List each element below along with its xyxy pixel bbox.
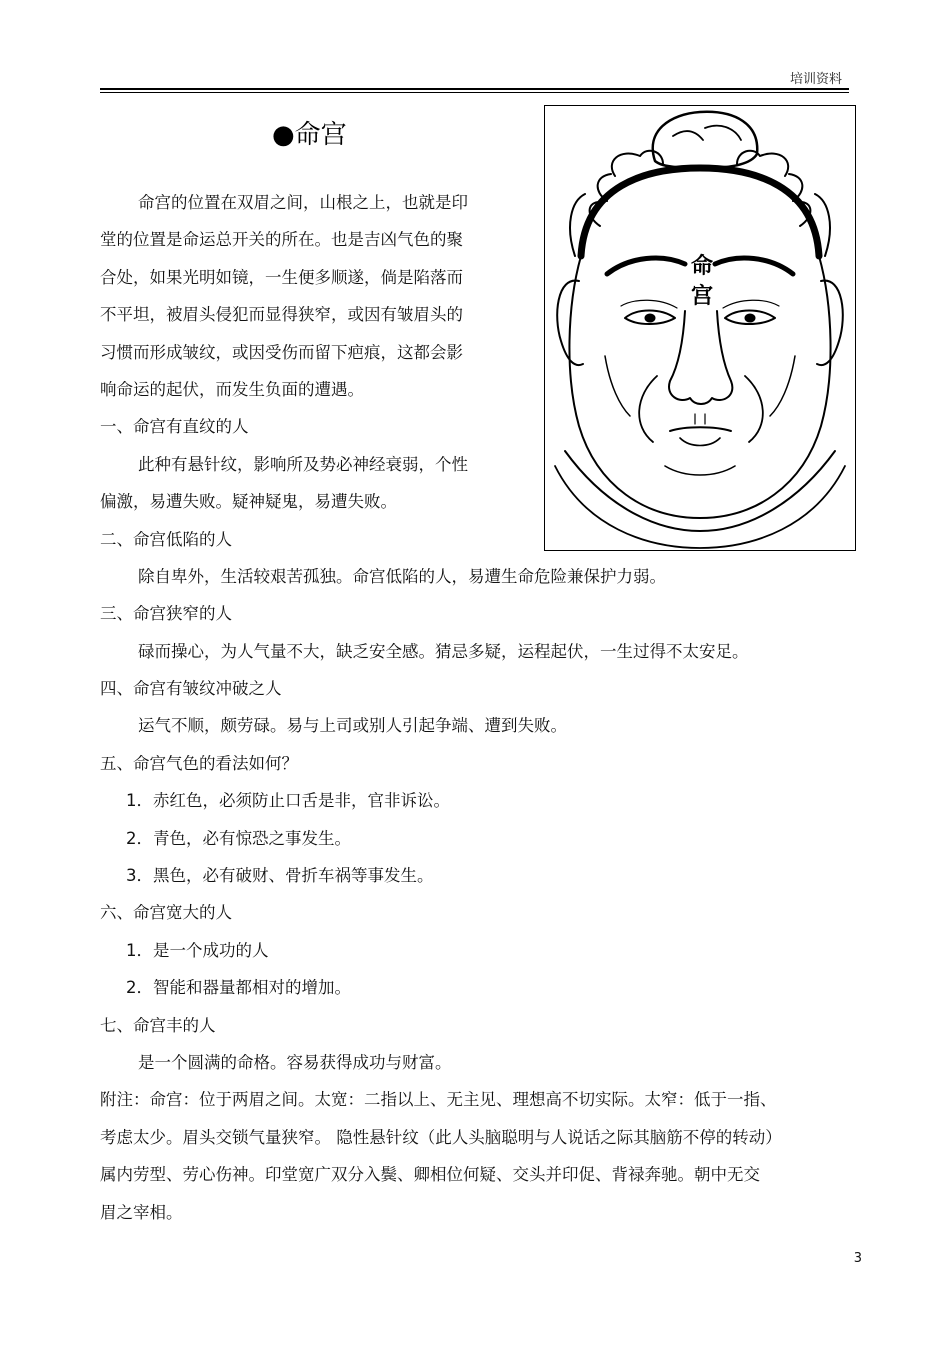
list-item: 1．赤红色，必须防止口舌是非，官非诉讼。 — [126, 791, 450, 811]
paragraph-line: 堂的位置是命运总开关的所在。也是吉凶气色的聚 — [100, 230, 463, 250]
section-heading-1: 一、命宫有直纹的人 — [100, 417, 249, 437]
paragraph-line: 此种有悬针纹，影响所及势必神经衰弱，个性 — [138, 454, 468, 474]
section-heading-6: 六、命宫宽大的人 — [100, 903, 232, 923]
paragraph-line: 碌而操心，为人气量不大，缺乏安全感。猜忌多疑，运程起伏，一生过得不太安足。 — [138, 641, 749, 661]
paragraph-line: 习惯而形成皱纹，或因受伤而留下疤痕，这都会影 — [100, 342, 463, 362]
section-heading-3: 三、命宫狭窄的人 — [100, 604, 232, 624]
note-line: 属内劳型、劳心伤神。印堂宽广双分入鬓、卿相位何疑、交头并印促、背禄奔驰。朝中无交 — [100, 1165, 760, 1185]
paragraph-line: 除自卑外，生活较艰苦孤独。命宫低陷的人，易遭生命危险兼保护力弱。 — [138, 566, 666, 586]
section-heading-7: 七、命宫丰的人 — [100, 1015, 216, 1035]
list-item: 1．是一个成功的人 — [126, 940, 269, 960]
page-number: 3 — [853, 1251, 862, 1266]
paragraph-line: 不平坦，被眉头侵犯而显得狭窄，或因有皱眉头的 — [100, 305, 463, 325]
list-item: 2．青色，必有惊恐之事发生。 — [126, 828, 351, 848]
paragraph-line: 偏激，易遭失败。疑神疑鬼，易遭失败。 — [100, 492, 397, 512]
body-text — [100, 184, 840, 1231]
section-heading-2: 二、命宫低陷的人 — [100, 529, 232, 549]
header-rule-thick — [100, 88, 849, 90]
figure-caption-top: 命 — [690, 253, 714, 279]
list-item: 3．黑色，必有破财、骨折车祸等事发生。 — [126, 866, 434, 886]
paragraph-line: 合处，如果光明如镜，一生便多顺遂，倘是陷落而 — [100, 267, 463, 287]
section-heading-4: 四、命宫有皱纹冲破之人 — [100, 679, 282, 699]
header-rule-thin — [100, 92, 849, 93]
paragraph-line: 命宫的位置在双眉之间，山根之上，也就是印 — [138, 193, 468, 212]
paragraph-line: 运气不顺，颇劳碌。易与上司或别人引起争端、遭到失败。 — [138, 716, 567, 736]
header-label: 培训资料 — [789, 72, 842, 87]
figure-caption-bottom: 宫 — [690, 283, 714, 309]
note-line: 考虑太少。眉头交锁气量狭窄。 隐性悬针纹（此人头脑聪明与人说话之际其脑筋不停的转动） — [100, 1127, 782, 1147]
note-line: 眉之宰相。 — [100, 1202, 183, 1222]
note-line: 附注：命宫：位于两眉之间。太宽：二指以上、无主见、理想高不切实际。太窄：低于一指、 — [100, 1090, 777, 1110]
section-title: ●命宫 — [272, 120, 347, 150]
list-item: 2．智能和器量都相对的增加。 — [126, 978, 351, 998]
paragraph-line: 响命运的起伏，而发生负面的遭遇。 — [100, 379, 364, 399]
paragraph-line: 是一个圆满的命格。容易获得成功与财富。 — [138, 1052, 452, 1072]
section-heading-5: 五、命宫气色的看法如何？ — [100, 753, 298, 773]
